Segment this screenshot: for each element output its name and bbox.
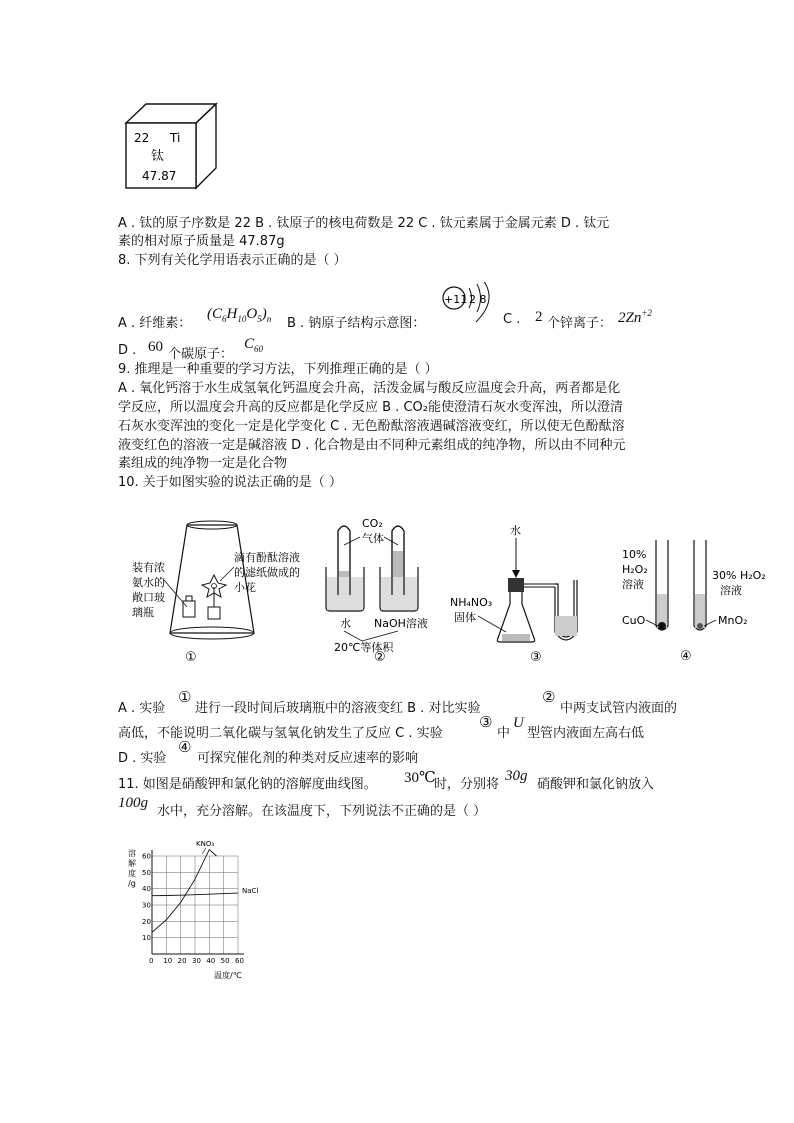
y-axis-label: 度: [128, 869, 136, 878]
q11-stem-pre: 11. 如图是硝酸钾和氯化钠的溶解度曲线图。: [118, 777, 377, 792]
q8-option-d-label: D .: [118, 343, 137, 358]
q9-line-4: 液变红色的溶液一定是碱溶液 D . 化合物是由不同种元素组成的纯净物，所以由不同种元: [118, 438, 626, 453]
fig4-sol2: 溶液: [720, 584, 742, 597]
fig3-water: 水: [510, 524, 521, 537]
fig2-note: 20℃等体积: [334, 641, 394, 654]
x-axis-label: 温度/℃: [214, 971, 242, 980]
fig1-left-label-2: 氨水的: [132, 576, 165, 589]
y-tick-label: 30: [142, 901, 151, 910]
q9-line-2: 学反应，所以温度会升高的反应都是化学反应 B . CO₂能使澄清石灰水变浑浊，所以澄清: [118, 400, 623, 415]
atomic-number: 22: [134, 131, 150, 145]
experiment-1-figure: [132, 515, 312, 665]
q9-line-1: A . 氧化钙溶于水生成氢氧化钙温度会升高，活泼金属与酸反应温度会升高，两者都是化: [118, 381, 621, 396]
q8-option-c-number: 2: [535, 309, 543, 325]
q8-stem: 8. 下列有关化学用语表示正确的是（ ）: [118, 253, 347, 268]
q11-stem-mid: 时，分别将: [434, 777, 500, 792]
carbon-formula: $C_{60}$: [244, 336, 264, 354]
x-tick-label: 10: [163, 957, 173, 965]
x-tick-label: 60: [235, 957, 244, 965]
series-line-kno3: [152, 850, 217, 933]
q8-option-a-label: A . 纤维素：: [118, 316, 192, 331]
x-tick-label: 50: [220, 957, 230, 965]
element-symbol: Ti: [170, 131, 181, 145]
u-tube-letter: U: [513, 715, 524, 731]
fig4-mno2: MnO₂: [718, 614, 748, 627]
q8-option-c-label: C .: [503, 312, 521, 327]
fig1-right-label-3: 小花: [234, 581, 256, 594]
q10-stem: 10. 关于如图实验的说法正确的是（ ）: [118, 475, 342, 490]
fig4-sol: 溶液: [622, 578, 644, 591]
electron-shells: 2 8: [469, 293, 487, 306]
experiment-2-figure: [322, 515, 442, 665]
element-name: 钛: [151, 149, 165, 164]
sodium-atom-diagram: [436, 282, 500, 324]
fig3-solid: 固体: [454, 611, 476, 624]
q10-circled-2: ②: [542, 688, 556, 706]
q8-option-d-number: 60: [148, 339, 163, 355]
titanium-element-card: [120, 98, 220, 192]
q10-option-d-pre: D . 实验: [118, 751, 167, 766]
fig4-number: ④: [680, 649, 692, 664]
q10-option-d-post: 可探究催化剂的种类对反应速率的影响: [197, 751, 419, 766]
q8-options-ab: [118, 312, 191, 331]
q8-option-c-text: 个锌离子：: [547, 316, 613, 331]
fig4-pct: 10%: [622, 548, 647, 561]
q10-circled-1: ①: [178, 688, 192, 706]
fig3-reagent: NH₄NO₃: [450, 596, 493, 609]
q10-line-2-post: 型管内液面左高右低: [527, 726, 645, 741]
experiment-3-figure: [450, 520, 590, 665]
atomic-mass: 47.87: [142, 169, 177, 183]
y-tick-label: 60: [142, 852, 151, 861]
experiment-4-figure: [618, 538, 788, 665]
q11-mass: 30g: [505, 768, 528, 784]
cellulose-formula: $(C_6H_{10}O_5)_n$: [207, 306, 272, 324]
series-label-nacl: NaCl: [242, 887, 259, 895]
y-tick-label: 20: [142, 917, 151, 926]
q8-option-d-text: 个碳原子：: [168, 347, 234, 362]
x-tick-label: 0: [149, 957, 154, 965]
q11-line-2: 水中，充分溶解。在该温度下，下列说法不正确的是（ ）: [157, 804, 487, 819]
fig1-left-label-3: 敞口玻: [132, 591, 165, 604]
q7-line-2: 素的相对原子质量是 47.87g: [118, 234, 285, 249]
fig1-left-label-1: 装有浓: [132, 561, 165, 574]
fig1-right-label-2: 的滤纸做成的: [234, 566, 300, 579]
fig2-number: ②: [374, 650, 386, 665]
solubility-chart: [126, 838, 262, 986]
zinc-ion-formula: $2Zn^{+2}$: [618, 308, 652, 326]
fig1-left-label-4: 璃瓶: [132, 606, 154, 619]
fig1-right-label-1: 滴有酚酞溶液: [234, 551, 300, 564]
q11-temp: 30℃: [404, 770, 436, 786]
series-label-kno3-pointer: [202, 848, 206, 854]
fig4-cuo: CuO: [622, 614, 646, 627]
q9-line-5: 素组成的纯净物一定是化合物: [118, 456, 288, 471]
x-tick-label: 30: [192, 957, 201, 965]
q10-line-2-pre: 高低，不能说明二氧化碳与氢氧化钠发生了反应 C . 实验: [118, 726, 443, 741]
q7-line-1: A . 钛的原子序数是 22 B . 钛原子的核电荷数是 22 C . 钛元素属于金属元素 D . 钛元: [118, 216, 610, 231]
q11-stem-post: 硝酸钾和氯化钠放入: [537, 777, 655, 792]
fig2-water: 水: [340, 617, 351, 630]
q10-circled-3: ③: [479, 713, 493, 731]
q10-option-a-pre: A . 实验: [118, 701, 166, 716]
y-axis-label: 溶: [128, 849, 136, 858]
q10-option-a-post2: 中两支试管内液面的: [560, 701, 678, 716]
y-axis-label: /g: [128, 879, 136, 888]
q10-circled-4: ④: [178, 738, 192, 756]
y-tick-label: 50: [142, 868, 151, 877]
series-label-kno3: KNO₃: [196, 840, 215, 848]
y-tick-label: 40: [142, 885, 151, 894]
fig2-co2: CO₂: [362, 517, 383, 530]
nucleus-charge: +11: [444, 293, 468, 306]
fig4-h2o2: H₂O₂: [622, 563, 648, 576]
fig4-pct2: 30% H₂O₂: [712, 569, 766, 582]
x-tick-label: 40: [206, 957, 216, 965]
q9-stem: 9. 推理是一种重要的学习方法，下列推理正确的是（ ）: [118, 362, 438, 377]
fig3-number: ③: [530, 650, 542, 665]
q8-option-b-label: B . 钠原子结构示意图：: [287, 316, 426, 331]
q9-line-3: 石灰水变浑浊的变化一定是化学变化 C . 无色酚酞溶液遇碱溶液变红，所以使无色酚酞溶: [118, 419, 625, 434]
q10-line-2-mid: 中: [497, 726, 511, 741]
q11-water-mass: 100g: [118, 795, 148, 811]
y-axis-label: 解: [128, 859, 136, 868]
q10-option-a-post: 进行一段时间后玻璃瓶中的溶液变红 B . 对比实验: [195, 701, 481, 716]
fig2-naoh: NaOH溶液: [374, 617, 428, 630]
x-tick-label: 20: [177, 957, 187, 965]
fig1-number: ①: [185, 650, 197, 665]
fig2-gas: 气体: [362, 532, 384, 545]
y-tick-label: 10: [142, 934, 151, 943]
